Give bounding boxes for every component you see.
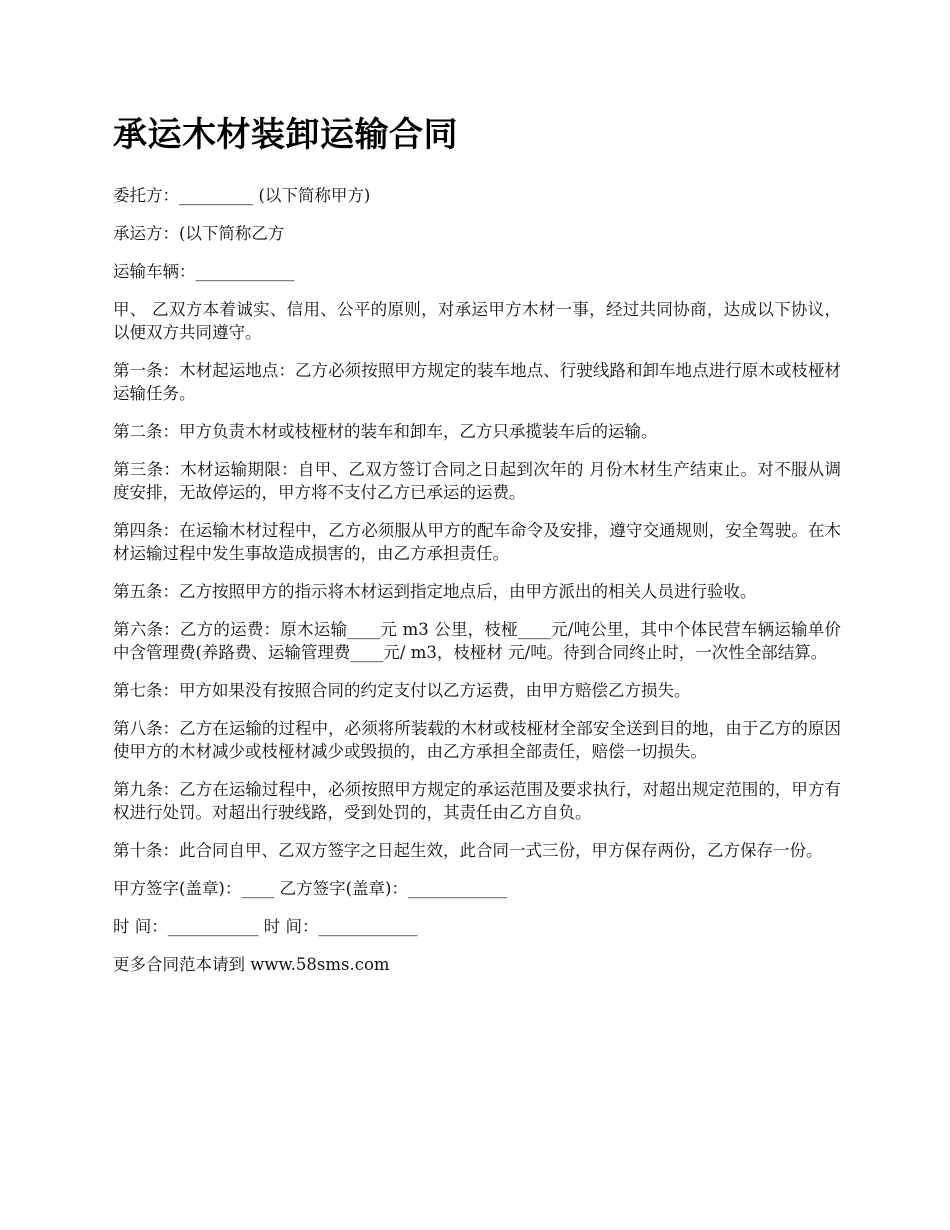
article-1: 第一条：木材起运地点：乙方必须按照甲方规定的装车地点、行驶线路和卸车地点进行原木或枝桠材运输任务。	[113, 361, 841, 403]
article-10: 第十条：此合同自甲、乙双方签字之日起生效，此合同一式三份，甲方保存两份，乙方保存一份。	[113, 841, 823, 860]
article-2: 第二条：甲方负责木材或枝桠材的装车和卸车，乙方只承揽装车后的运输。	[113, 422, 658, 441]
date-line: 时 间：___________ 时 间：____________	[113, 917, 418, 936]
article-8: 第八条：乙方在运输的过程中，必须将所装载的木材或枝桠材全部安全送到目的地，由于乙方的原因使甲方的木材减少或枝桠材减少或毁损的，由乙方承担全部责任，赔偿一切损失。	[113, 719, 841, 761]
vehicle-line: 运输车辆：____________	[113, 262, 295, 281]
article-3: 第三条：木材运输期限：自甲、乙双方签订合同之日起到次年的 月份木材生产结束止。对不服从调度安排，无故停运的，甲方将不支付乙方已承运的运费。	[113, 460, 841, 502]
document-title: 承运木材装卸运输合同	[113, 115, 458, 155]
signature-line: 甲方签字(盖章)：____ 乙方签字(盖章)：____________	[113, 879, 507, 898]
article-5: 第五条：乙方按照甲方的指示将木材运到指定地点后，由甲方派出的相关人员进行验收。	[113, 582, 757, 601]
carrier-party-line: 承运方：(以下简称乙方	[113, 224, 285, 243]
article-7: 第七条：甲方如果没有按照合同的约定支付以乙方运费，由甲方赔偿乙方损失。	[113, 681, 691, 700]
article-6: 第六条：乙方的运费：原木运输____元 m3 公里，枝桠____元/吨公里，其中个体民营车辆运输单价中含管理费(养路费、运输管理费____元/ m3，枝桠材 元/吨。待到合同终止时，一次性全部结算。	[113, 620, 841, 662]
footer-website-line: 更多合同范本请到 www.58sms.com	[113, 955, 390, 974]
client-party-line: 委托方：_________ (以下简称甲方)	[113, 186, 371, 205]
document-body	[113, 112, 841, 991]
article-9: 第九条：乙方在运输过程中，必须按照甲方规定的承运范围及要求执行，对超出规定范围的，甲方有权进行处罚。对超出行驶线路，受到处罚的，其责任由乙方自负。	[113, 780, 841, 822]
article-4: 第四条：在运输木材过程中，乙方必须服从甲方的配车命令及安排，遵守交通规则，安全驾驶。在木材运输过程中发生事故造成损害的，由乙方承担责任。	[113, 521, 841, 563]
preamble-paragraph: 甲、 乙双方本着诚实、信用、公平的原则，对承运甲方木材一事，经过共同协商，达成以下协议，以便双方共同遵守。	[113, 300, 841, 342]
